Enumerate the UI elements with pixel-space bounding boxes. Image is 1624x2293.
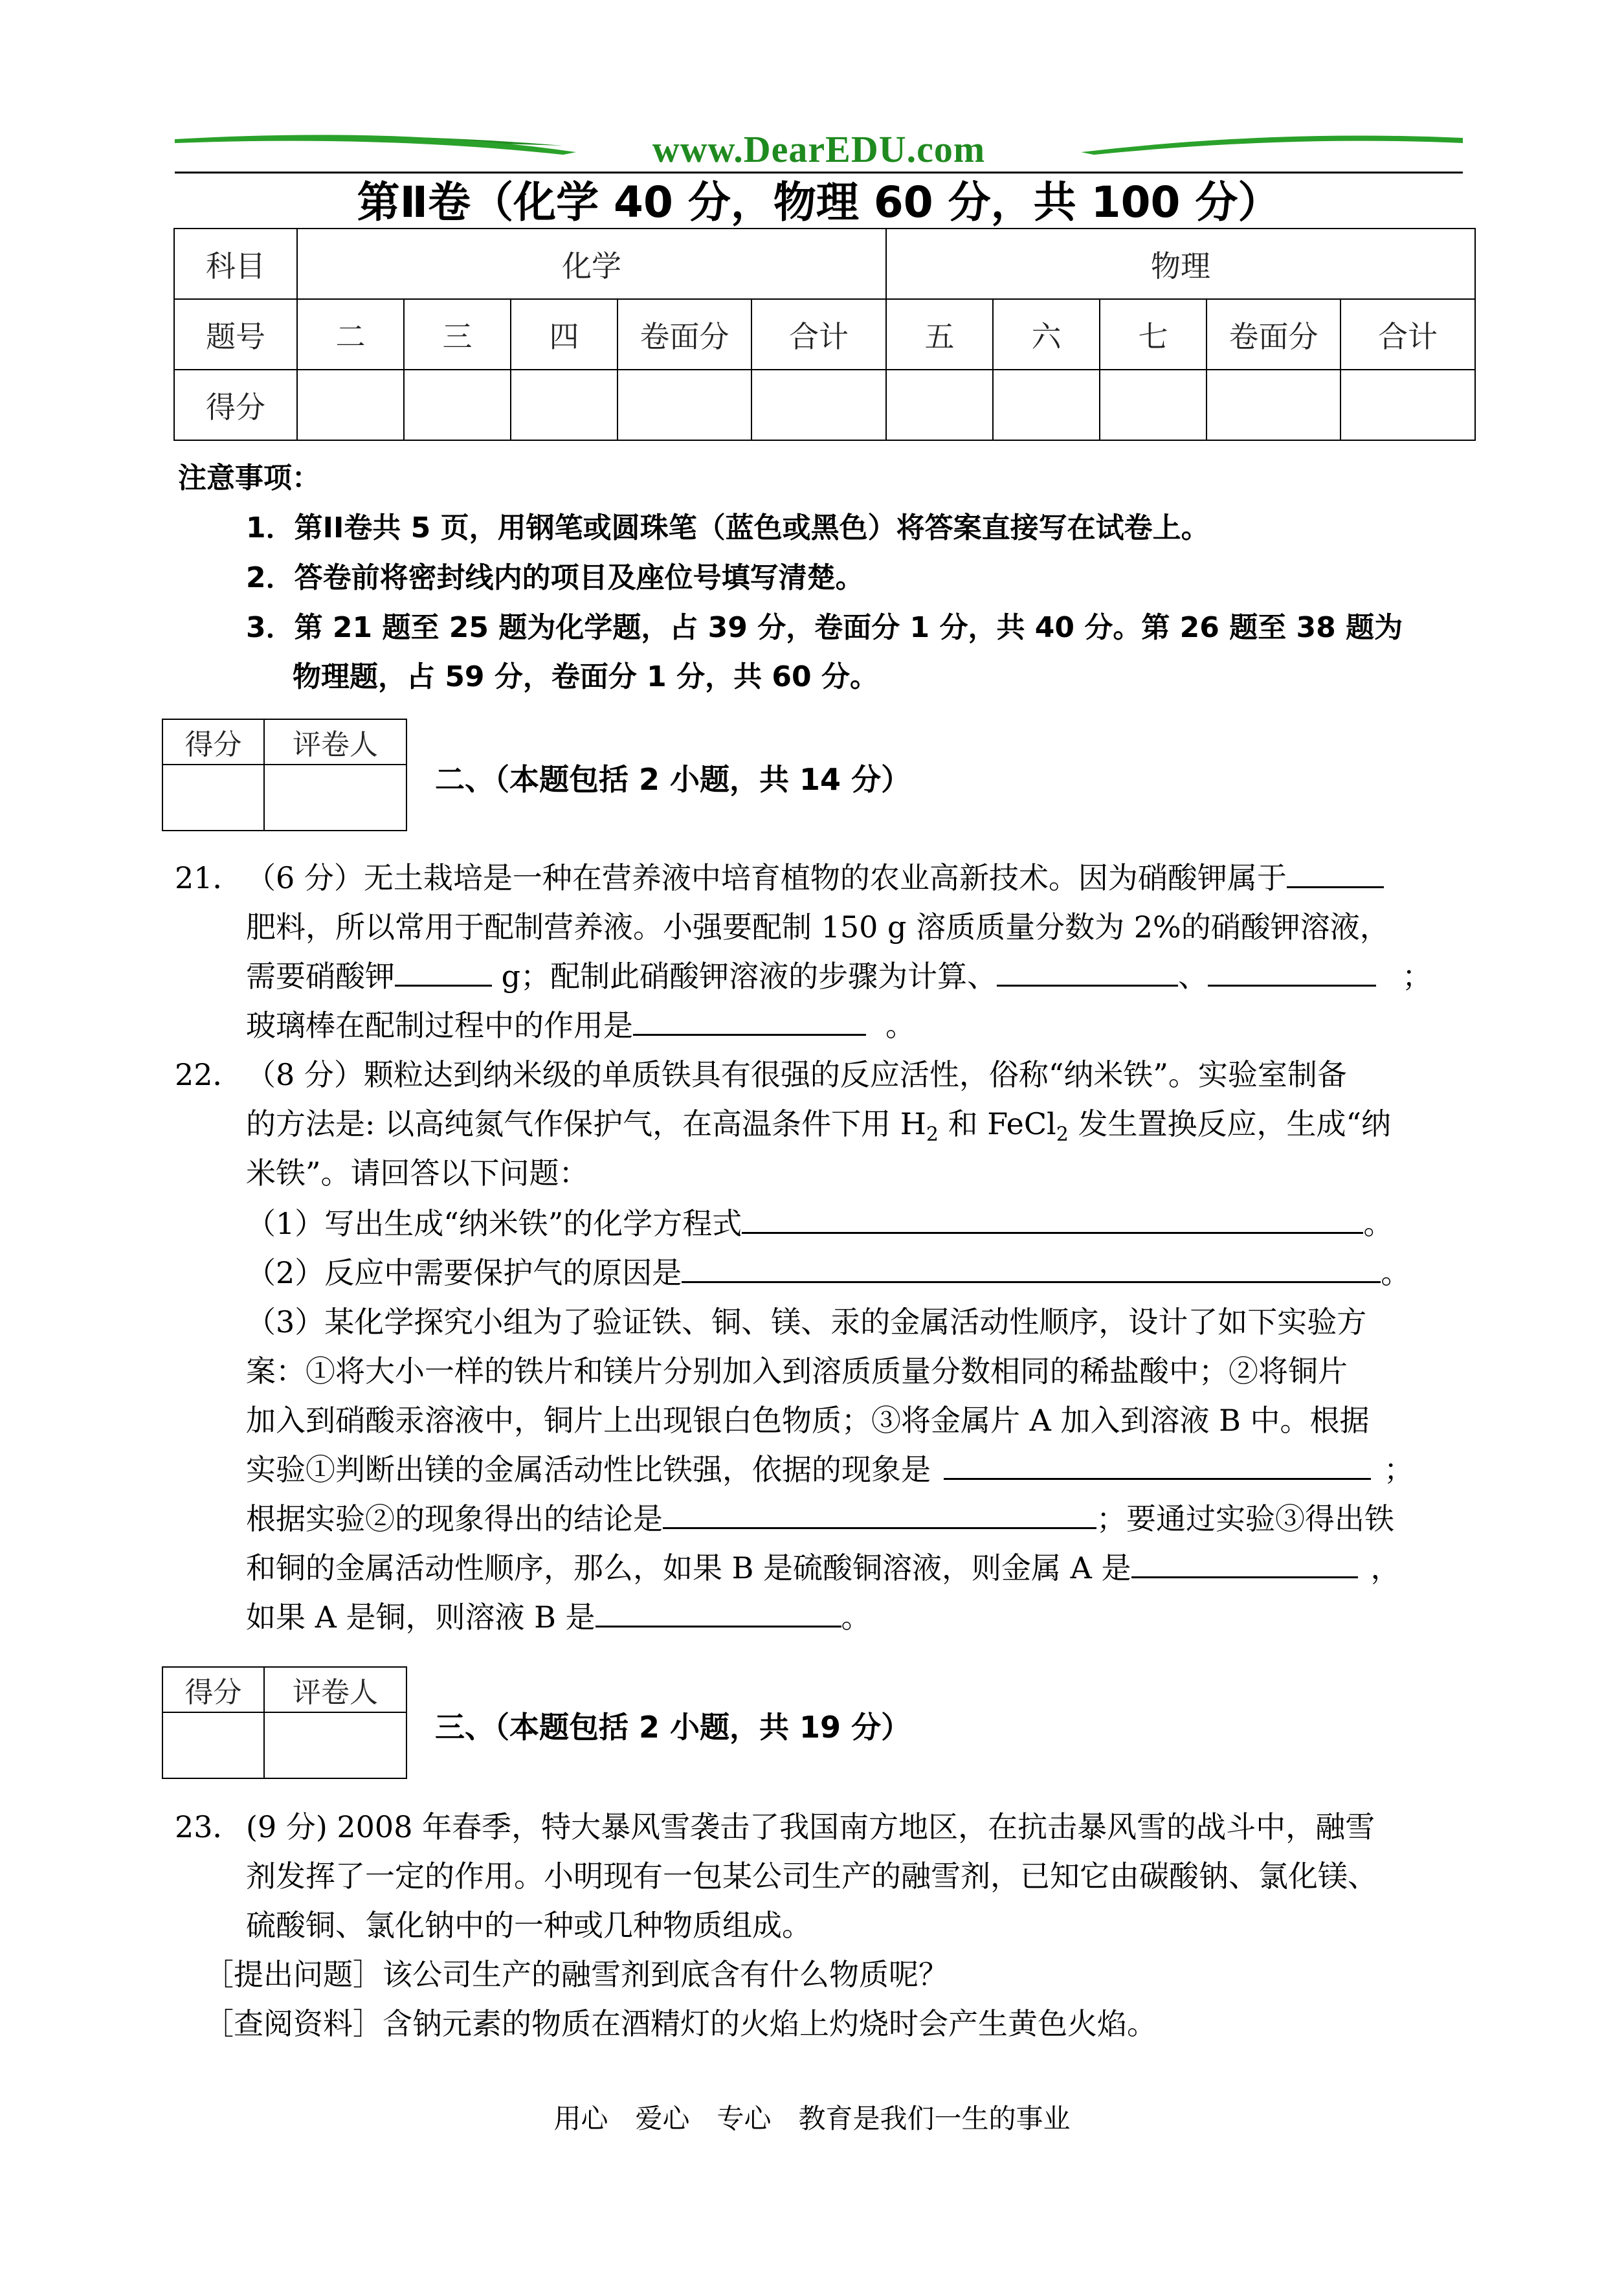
q21-line3 <box>246 952 1469 1001</box>
site-logo <box>175 126 1463 175</box>
q21-text: 、 <box>1178 959 1208 994</box>
q22-text: 和 FeCl <box>938 1106 1056 1141</box>
q22-text: 实验①判断出镁的金属活动性比铁强，依据的现象是 <box>246 1452 931 1487</box>
phys-header: 物理 <box>886 229 1475 299</box>
answer-blank[interactable] <box>663 1497 1096 1529</box>
q21-text: ； <box>1402 959 1432 994</box>
score-label: 得分 <box>174 370 297 440</box>
question-number: 23． <box>175 1809 243 1844</box>
subject-label: 科目 <box>174 229 297 299</box>
grader-reviewer-cell[interactable] <box>264 1712 406 1778</box>
score-cell[interactable] <box>511 370 617 440</box>
q22-text: 和铜的金属活动性顺序，那么，如果 B 是硫酸铜溶液，则金属 A 是 <box>246 1550 1131 1585</box>
q22-text: 。 <box>1381 1255 1411 1290</box>
qnum-cell: 卷面分 <box>617 299 751 370</box>
score-cell[interactable] <box>404 370 511 440</box>
qnum-cell: 四 <box>511 299 617 370</box>
notes-title: 注意事项： <box>178 462 320 495</box>
answer-blank[interactable] <box>395 955 492 987</box>
answer-blank[interactable] <box>633 1004 866 1036</box>
qnum-cell: 合计 <box>1340 299 1475 370</box>
q22-text: 根据实验②的现象得出的结论是 <box>246 1501 663 1536</box>
q21-line4 <box>246 1001 1469 1050</box>
score-cell[interactable] <box>297 370 404 440</box>
answer-blank[interactable] <box>742 1202 1363 1234</box>
logo-text: www.DearEDU.com <box>652 128 986 170</box>
q21-text: 玻璃棒在配制过程中的作用是 <box>246 1008 633 1043</box>
answer-blank[interactable] <box>1208 955 1376 987</box>
q22-line3: 米铁”。请回答以下问题： <box>246 1156 589 1191</box>
q22-text: ；要通过实验③得出铁 <box>1096 1501 1394 1536</box>
question-number: 22． <box>175 1057 243 1092</box>
score-cell[interactable] <box>1100 370 1207 440</box>
answer-blank[interactable] <box>997 955 1178 987</box>
answer-blank[interactable] <box>1131 1547 1358 1578</box>
q23-line5: ［查阅资料］含钠元素的物质在酒精灯的火焰上灼烧时会产生黄色火焰。 <box>204 2006 1157 2041</box>
q22-part3-line2: 案：①将大小一样的铁片和镁片分别加入到溶质质量分数相同的稀盐酸中；②将铜片 <box>246 1354 1348 1389</box>
grader-reviewer-cell[interactable] <box>264 765 406 831</box>
q21-line2: 肥料，所以常用于配制营养液。小强要配制 150 g 溶质质量分数为 2%的硝酸钾溶液， <box>246 910 1390 945</box>
qnum-cell: 六 <box>993 299 1100 370</box>
q22-part3-line4 <box>246 1445 1469 1494</box>
qnum-cell: 七 <box>1100 299 1207 370</box>
score-cell[interactable] <box>617 370 751 440</box>
q22-text: （1）写出生成“纳米铁”的化学方程式 <box>246 1206 742 1241</box>
grader-box <box>162 719 407 831</box>
qnum-cell: 合计 <box>751 299 886 370</box>
score-cell[interactable] <box>1207 370 1340 440</box>
qnum-cell: 二 <box>297 299 404 370</box>
grader-box <box>162 1666 407 1779</box>
chem-header: 化学 <box>297 229 886 299</box>
q22-part1 <box>246 1199 1469 1248</box>
subscript: 2 <box>1056 1123 1069 1146</box>
q22-text: ； <box>1384 1452 1414 1487</box>
q23-line4: ［提出问题］该公司生产的融雪剂到底含有什么物质呢？ <box>204 1957 948 1992</box>
grader-score-label: 得分 <box>162 719 264 765</box>
qnum-cell: 卷面分 <box>1207 299 1340 370</box>
page-footer: 用心 爱心 专心 教育是我们一生的事业 <box>553 2103 1071 2134</box>
q22-text: 如果 A 是铜，则溶液 B 是 <box>246 1600 595 1635</box>
q22-part3-line5 <box>246 1494 1469 1543</box>
grader-score-cell[interactable] <box>162 765 264 831</box>
q22-text: 。 <box>841 1600 871 1635</box>
question-number: 21． <box>175 860 243 895</box>
score-cell[interactable] <box>993 370 1100 440</box>
q22-part3-line6 <box>246 1543 1469 1593</box>
subscript: 2 <box>926 1123 939 1146</box>
q22-text: ， <box>1370 1550 1401 1585</box>
qnum-cell: 三 <box>404 299 511 370</box>
answer-blank[interactable] <box>1287 856 1384 888</box>
grader-reviewer-label: 评卷人 <box>264 1667 406 1712</box>
q22-part2 <box>246 1248 1469 1297</box>
qnum-label: 题号 <box>174 299 297 370</box>
note-3b: 物理题，占 59 分，卷面分 1 分，共 60 分。 <box>293 660 878 693</box>
q21-line1 <box>246 853 1469 902</box>
q23-line2: 剂发挥了一定的作用。小明现有一包某公司生产的融雪剂，已知它由碳酸钠、氯化镁、 <box>246 1859 1377 1894</box>
score-cell[interactable] <box>751 370 886 440</box>
note-1: 1．第II卷共 5 页，用钢笔或圆珠笔（蓝色或黑色）将答案直接写在试卷上。 <box>246 511 1210 544</box>
answer-blank[interactable] <box>944 1448 1371 1480</box>
grader-reviewer-label: 评卷人 <box>264 719 406 765</box>
grader-score-label: 得分 <box>162 1667 264 1712</box>
q22-text: 的方法是: 以高纯氮气作保护气，在高温条件下用 H <box>246 1106 926 1141</box>
q21-text: （6 分）无土栽培是一种在营养液中培育植物的农业高新技术。因为硝酸钾属于 <box>246 860 1287 895</box>
q21-text: 。 <box>885 1008 915 1043</box>
q22-text: （2）反应中需要保护气的原因是 <box>246 1255 682 1290</box>
answer-blank[interactable] <box>682 1251 1381 1283</box>
answer-blank[interactable] <box>595 1596 841 1627</box>
q22-part3-line1: （3）某化学探究小组为了验证铁、铜、镁、汞的金属活动性顺序，设计了如下实验方 <box>246 1304 1367 1339</box>
grader-score-cell[interactable] <box>162 1712 264 1778</box>
q23-line1: (9 分) 2008 年春季，特大暴风雪袭击了我国南方地区，在抗击暴风雪的战斗中，融雪 <box>246 1809 1375 1844</box>
page-title: 第Ⅱ卷（化学 40 分，物理 60 分，共 100 分） <box>357 177 1281 227</box>
note-2: 2．答卷前将密封线内的项目及座位号填写清楚。 <box>246 561 864 594</box>
score-table <box>173 228 1476 441</box>
q22-line1: （8 分）颗粒达到纳米级的单质铁具有很强的反应活性，俗称“纳米铁”。实验室制备 <box>246 1057 1347 1092</box>
note-3a: 3．第 21 题至 25 题为化学题，占 39 分，卷面分 1 分，共 40 分。第 26 题至 38 题为 <box>246 611 1403 644</box>
section-2-title: 二、（本题包括 2 小题，共 14 分） <box>435 762 911 797</box>
q23-line3: 硫酸铜、氯化钠中的一种或几种物质组成。 <box>246 1908 812 1943</box>
q21-text: g；配制此硝酸钾溶液的步骤为计算、 <box>492 959 997 994</box>
q22-text: 发生置换反应，生成“纳 <box>1068 1106 1391 1141</box>
score-cell[interactable] <box>1340 370 1475 440</box>
q21-text: 需要硝酸钾 <box>246 959 395 994</box>
q22-text: 。 <box>1363 1206 1394 1241</box>
score-cell[interactable] <box>886 370 993 440</box>
q22-part3-line7 <box>246 1593 1469 1642</box>
section-3-title: 三、（本题包括 2 小题，共 19 分） <box>435 1710 911 1745</box>
q22-part3-line3: 加入到硝酸汞溶液中，铜片上出现银白色物质；③将金属片 A 加入到溶液 B 中。根据 <box>246 1403 1370 1438</box>
qnum-cell: 五 <box>886 299 993 370</box>
